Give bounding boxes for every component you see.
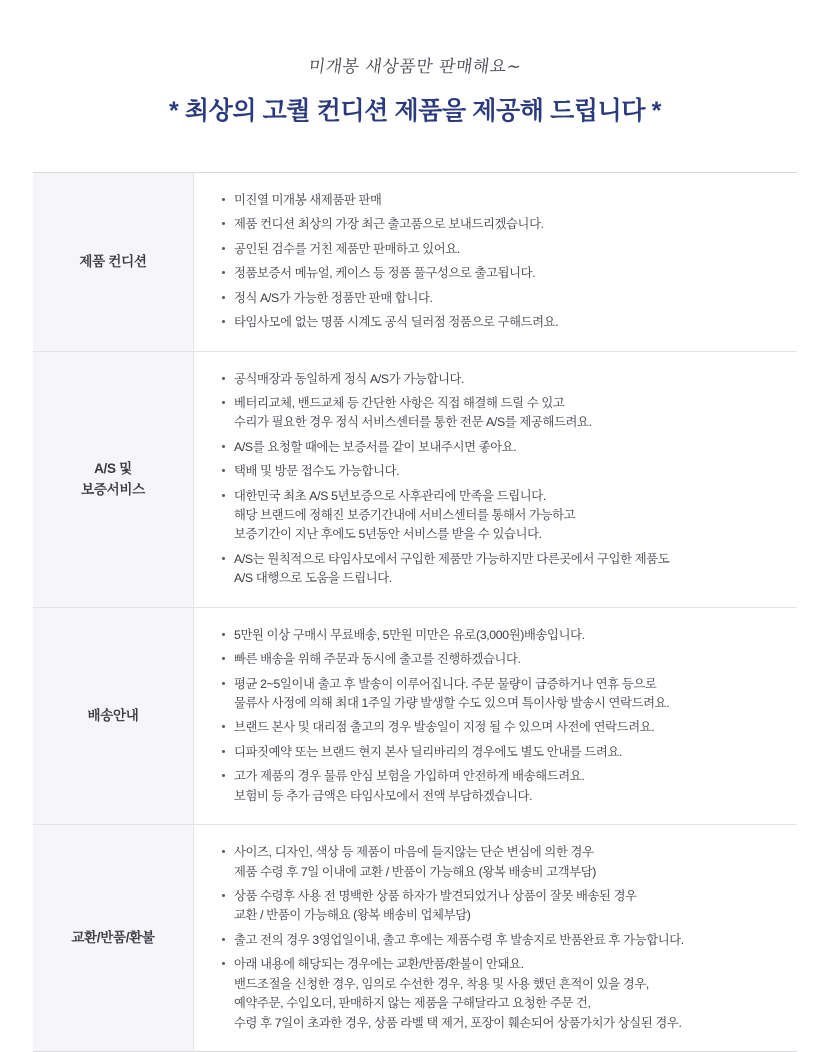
list-item-line: 타임사모에 없는 명품 시계도 공식 딜러점 정품으로 구해드려요. [234, 315, 559, 330]
list-item [220, 743, 779, 762]
list-item-line: 물류사 사정에 의해 최대 1주일 가량 발생할 수도 있으며 특이사항 발송시 연락드려요. [234, 696, 670, 711]
list-item-line: 보증기간이 지난 후에도 5년동안 서비스를 받을 수 있습니다. [234, 527, 542, 542]
list-item-line: A/S 대행으로 도움을 드립니다. [234, 571, 392, 586]
section-label-line: 보증서비스 [81, 482, 145, 498]
list-item-line: 정품보증서 메뉴얼, 케이스 등 정품 풀구성으로 출고됩니다. [234, 266, 536, 281]
table-row [33, 351, 797, 607]
section-label: 제품 컨디션 [33, 173, 194, 352]
list-item-line: 보험비 등 추가 금액은 타임사모에서 전액 부담하겠습니다. [234, 788, 533, 803]
list-item-line: 택배 및 방문 접수도 가능합니다. [234, 464, 400, 479]
page-header [33, 0, 797, 127]
list-item-line: 수령 후 7일이 초과한 경우, 상품 라벨 택 제거, 포장이 훼손되어 상품가치가 상실된 경우. [234, 1015, 682, 1030]
list-item-line: 브랜드 본사 및 대리점 출고의 경우 발송일이 지정 될 수 있으며 사전에 연락드려요. [234, 720, 655, 735]
list-item [220, 626, 779, 645]
list-item [220, 394, 779, 433]
list-item-line: 예약주문, 수입오더, 판매하지 않는 제품을 구해달라고 요청한 주문 건, [234, 996, 591, 1011]
policy-list [220, 626, 779, 806]
list-item-line: 수리가 필요한 경우 정식 서비스센터를 통한 전문 A/S를 제공해드려요. [234, 415, 592, 430]
table-row [33, 825, 797, 1052]
list-item [220, 370, 779, 389]
list-item-line: 빠른 배송을 위해 주문과 동시에 출고를 진행하겠습니다. [234, 652, 521, 667]
policy-list [220, 191, 779, 333]
section-label-line: A/S 및 [94, 460, 132, 476]
list-item-line: 제품 수령 후 7일 이내에 교환 / 반품이 가능해요 (왕복 배송비 고객부담) [234, 864, 597, 879]
list-item-line: 사이즈, 디자인, 색상 등 제품이 마음에 들지않는 단순 변심에 의한 경우 [234, 845, 594, 860]
list-item-line: 고가 제품의 경우 물류 안심 보험을 가입하며 안전하게 배송해드려요. [234, 769, 585, 784]
list-item [220, 931, 779, 950]
list-item [220, 887, 779, 926]
list-item [220, 191, 779, 210]
policy-list [220, 370, 779, 589]
list-item [220, 215, 779, 234]
section-content [194, 173, 798, 352]
page-title: * 최상의 고퀄 컨디션 제품을 제공해 드립니다 * [169, 97, 661, 125]
list-item [220, 313, 779, 332]
list-item [220, 843, 779, 882]
section-label: 교환/반품/환불 [33, 825, 194, 1052]
table-row [33, 607, 797, 824]
section-label: 배송안내 [33, 607, 194, 824]
list-item-line: 밴드조절을 신청한 경우, 임의로 수선한 경우, 착용 및 사용 했던 흔적이 있을 경우, [234, 976, 649, 991]
list-item-line: 미진열 미개봉 새제품판 판매 [234, 193, 382, 207]
list-item-line: 공인된 검수를 거친 제품만 판매하고 있어요. [234, 241, 460, 256]
section-content [194, 351, 798, 607]
list-item-line: 해당 브랜드에 정해진 보증기간내에 서비스센터를 통해서 가능하고 [234, 508, 576, 523]
list-item [220, 767, 779, 806]
list-item [220, 438, 779, 457]
list-item-line: A/S는 원칙적으로 타임사모에서 구입한 제품만 가능하지만 다른곳에서 구입한 제품도 [234, 551, 670, 566]
list-item [220, 289, 779, 308]
list-item-line: 상품 수령후 사용 전 명백한 상품 하자가 발견되었거나 상품이 잘못 배송된 경우 [234, 888, 637, 903]
list-item-line: 공식매장과 동일하게 정식 A/S가 가능합니다. [234, 371, 465, 386]
list-item [220, 650, 779, 669]
header-script-line: 미개봉 새상품만 판매해요~ [306, 57, 523, 77]
section-label [33, 351, 194, 607]
list-item-line: 출고 전의 경우 3영업일이내, 출고 후에는 제품수령 후 발송지로 반품완료 후 가능합니다. [234, 932, 684, 947]
list-item-line: 베터리교체, 밴드교체 등 간단한 사항은 직접 해결해 드릴 수 있고 [234, 395, 565, 410]
list-item-line: 제품 컨디션 최상의 가장 최근 출고품으로 보내드리겠습니다. [234, 217, 544, 232]
policy-list [220, 843, 779, 1033]
list-item [220, 675, 779, 714]
list-item [220, 487, 779, 545]
list-item [220, 462, 779, 481]
list-item-line: 정식 A/S가 가능한 정품만 판매 합니다. [234, 290, 433, 305]
list-item-line: 평균 2~5일이내 출고 후 발송이 이루어집니다. 주문 물량이 급증하거나 연휴 등으로 [234, 676, 657, 691]
list-item-line: 대한민국 최초 A/S 5년보증으로 사후관리에 만족을 드립니다. [234, 488, 546, 503]
table-row [33, 173, 797, 352]
list-item [220, 240, 779, 259]
section-content [194, 825, 798, 1052]
list-item-line: 교환 / 반품이 가능해요 (왕복 배송비 업체부담) [234, 908, 471, 923]
list-item-line: 5만원 이상 구매시 무료배송, 5만원 미만은 유로(3,000원)배송입니다. [234, 627, 585, 642]
section-content [194, 607, 798, 824]
list-item [220, 955, 779, 1033]
list-item-line: A/S를 요청할 때에는 보증서를 같이 보내주시면 좋아요. [234, 439, 517, 454]
list-item [220, 718, 779, 737]
list-item-line: 아래 내용에 해당되는 경우에는 교환/반품/환불이 안돼요. [234, 957, 524, 972]
list-item [220, 550, 779, 589]
list-item-line: 디파짓예약 또는 브랜드 현지 본사 딜리바리의 경우에도 별도 안내를 드려요. [234, 744, 623, 759]
list-item [220, 264, 779, 283]
policy-table [33, 172, 797, 1052]
